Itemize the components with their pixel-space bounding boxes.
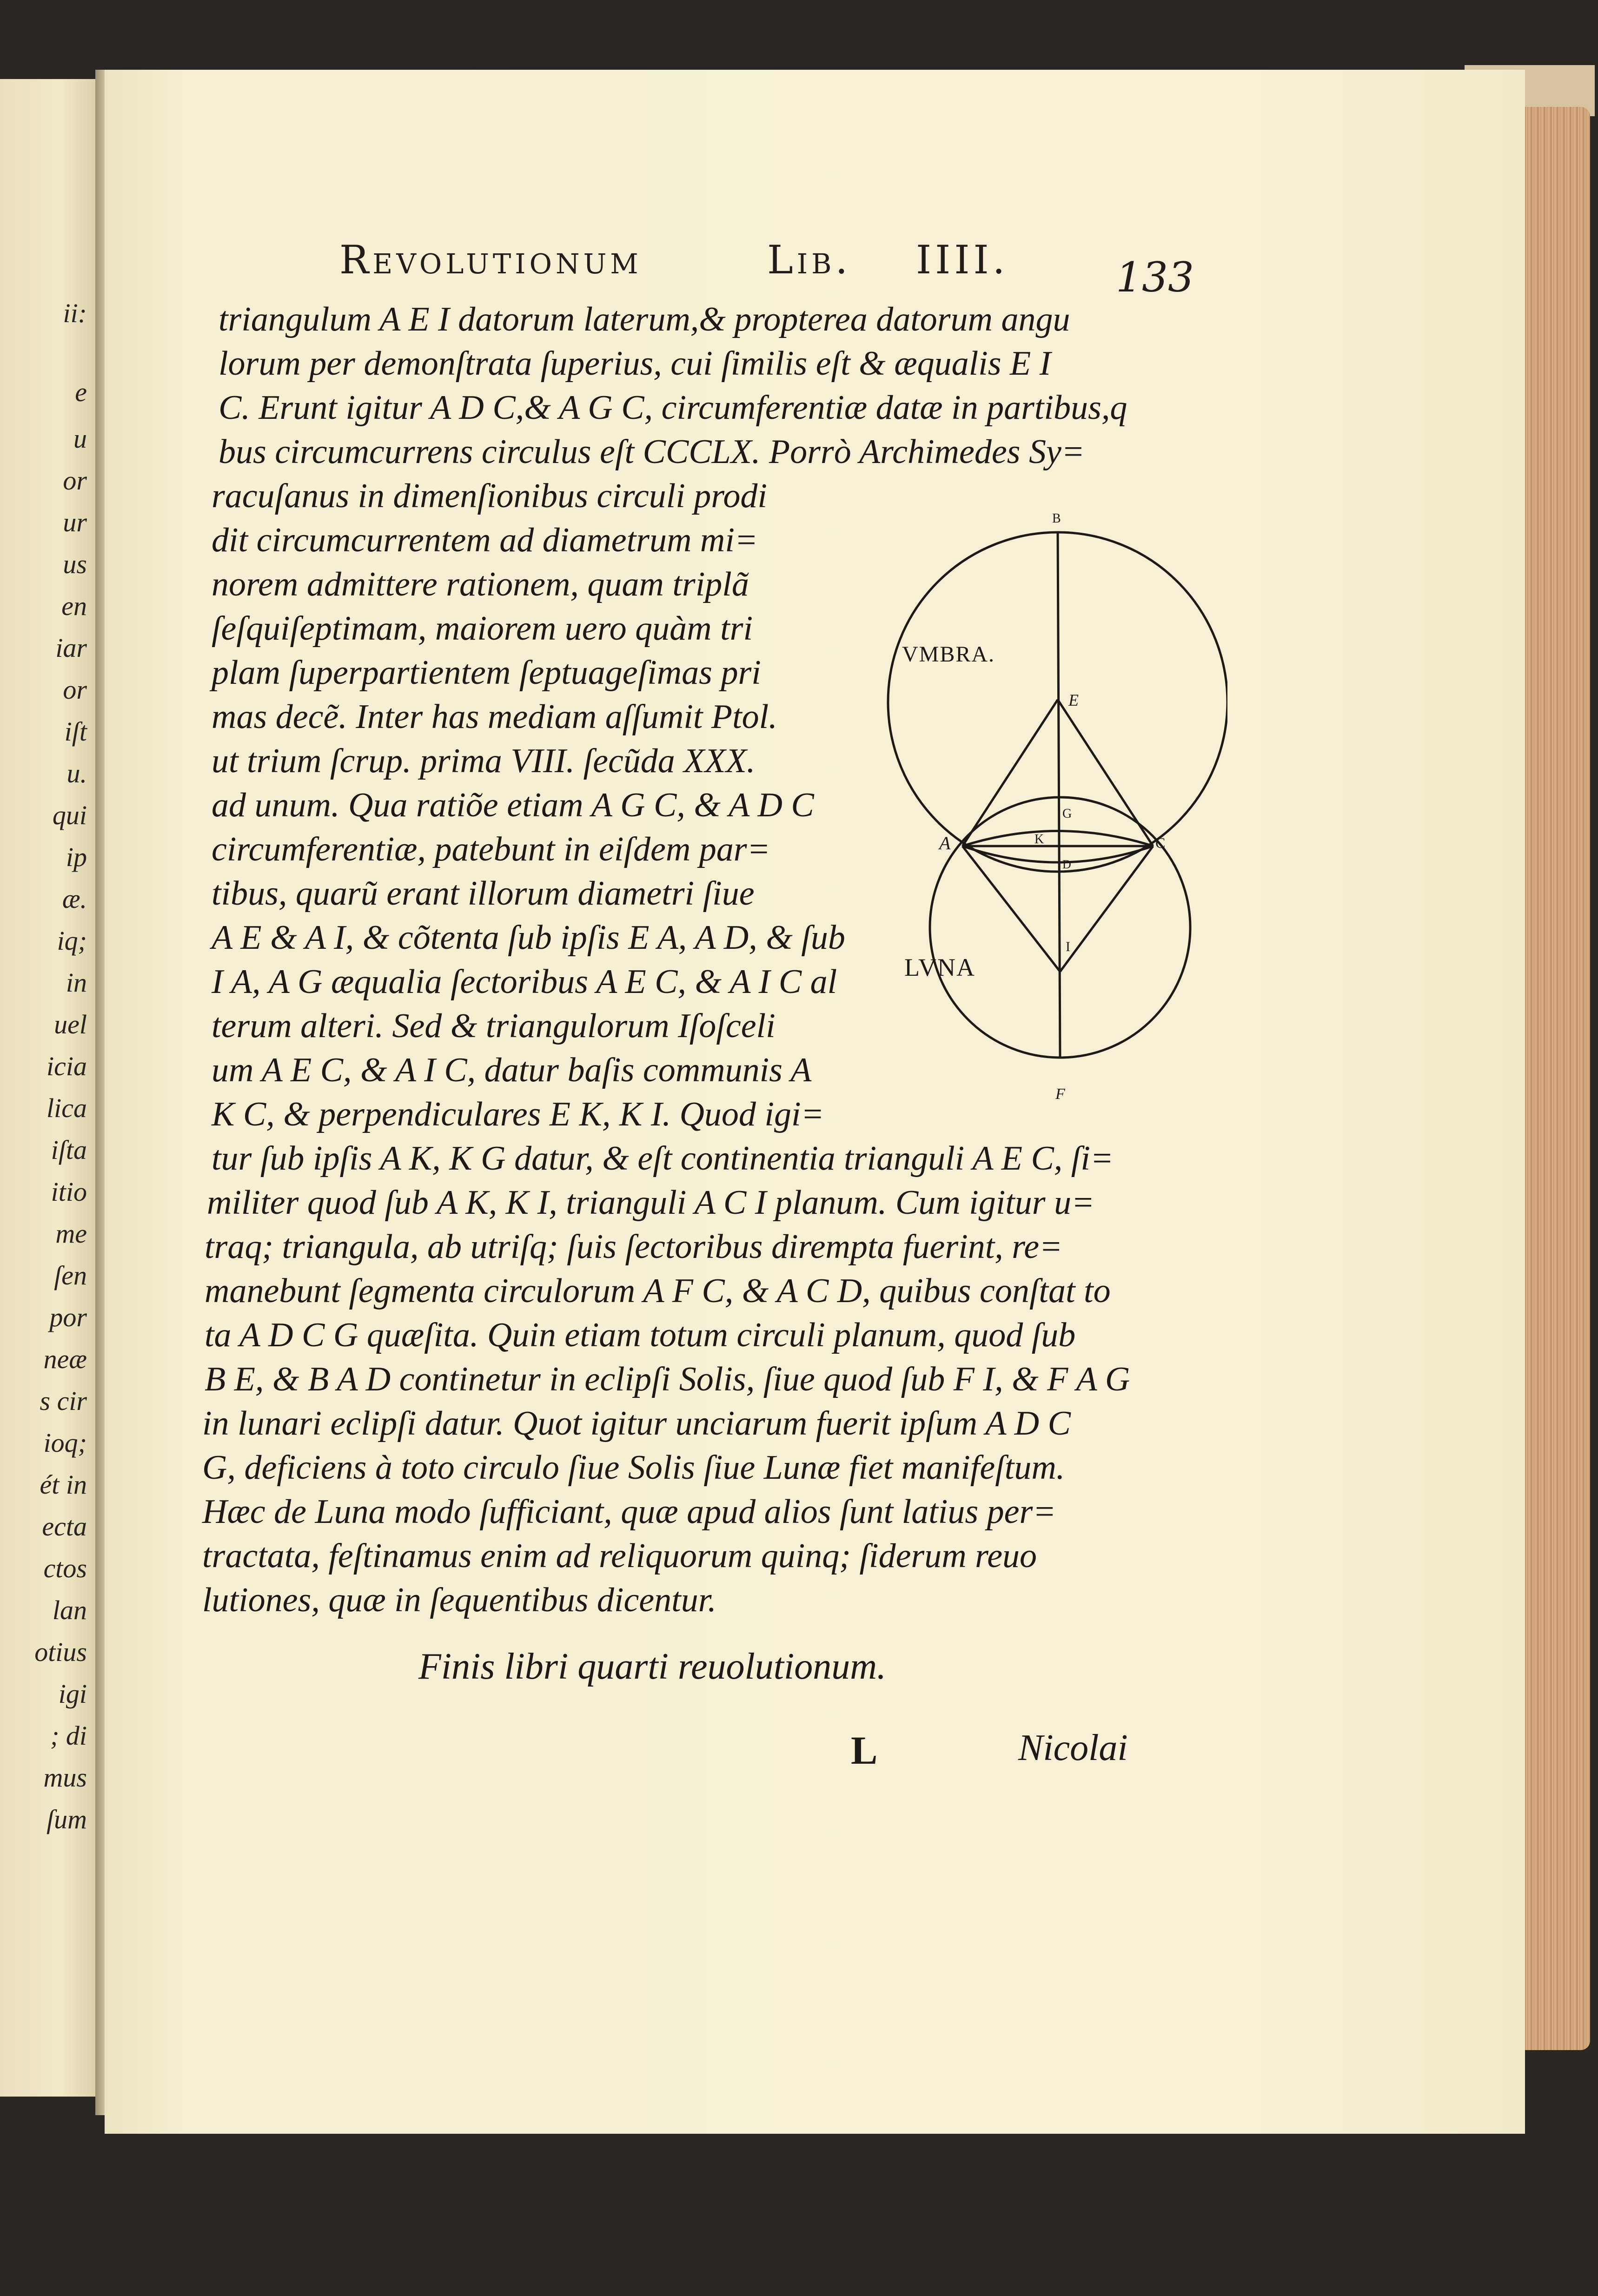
label-k: K: [1034, 832, 1044, 847]
text-line: lorum per demonſtrata ſuperius, cui ſimilis eſt & æqualis E I: [219, 344, 1051, 383]
text-line: Hæc de Luna modo ſufficiant, quæ apud alios ſunt latius per=: [202, 1493, 1056, 1531]
left-page-fragment: s cir: [40, 1386, 87, 1416]
label-c: C: [1155, 834, 1166, 851]
label-i: I: [1066, 939, 1070, 954]
arc-adc: [962, 846, 1153, 862]
left-page-fragment: otius: [34, 1637, 87, 1667]
left-page-fragment: ii:: [63, 298, 87, 328]
text-line: dit circumcurrentem ad diametrum mi=: [212, 521, 758, 559]
text-line: terum alteri. Sed & triangulorum Iſoſceli: [212, 1007, 776, 1045]
text-line: ta A D C G quæſita. Quin etiam totum circuli planum, quod ſub: [205, 1316, 1076, 1354]
label-e: E: [1068, 691, 1079, 709]
text-line: A E & A I, & cõtenta ſub ipſis E A, A D, & ſub: [212, 919, 845, 957]
left-page-fragment: e: [75, 377, 87, 407]
label-b: B: [1052, 511, 1061, 526]
left-page-fragment: ip: [66, 842, 87, 872]
text-line: racuſanus in dimenſionibus circuli prodi: [212, 477, 767, 515]
text-line: lutiones, quæ in ſequentibus dicentur.: [202, 1581, 716, 1619]
catchword: Nicolai: [1018, 1727, 1128, 1768]
text-line: tractata, feſtinamus enim ad reliquorum quinq; ſiderum reuo: [202, 1537, 1037, 1575]
text-line: ſeſquiſeptimam, maiorem uero quàm tri: [212, 609, 753, 648]
text-line: I A, A G æqualia ſectoribus A E C, & A I C al: [212, 963, 837, 1001]
left-page-fragment: neæ: [43, 1344, 87, 1374]
left-page-fragment: lan: [52, 1595, 87, 1625]
label-d: D: [1062, 858, 1071, 871]
text-line: circumferentiæ, patebunt in eiſdem par=: [212, 830, 770, 868]
left-page-fragment: ioq;: [43, 1428, 87, 1458]
left-page-fragment: us: [63, 549, 87, 579]
left-page-fragment: or: [63, 465, 87, 496]
left-page-fragment: ét in: [40, 1469, 87, 1500]
left-page-fragment: iq;: [57, 926, 87, 956]
text-line: C. Erunt igitur A D C,& A G C, circumferentiæ datæ in partibus,q: [219, 389, 1127, 427]
text-line: ad unum. Qua ratiõe etiam A G C, & A D C: [212, 786, 814, 824]
left-page-fragment: itio: [51, 1177, 87, 1207]
left-page-fragment: u.: [66, 758, 87, 788]
eclipse-diagram: [874, 507, 1227, 1120]
text-line: tur ſub ipſis A K, K G datur, & eſt continentia trianguli A E C, ſi=: [212, 1139, 1114, 1178]
diameter-line: [1058, 532, 1060, 1058]
left-page-fragment: igi: [58, 1679, 87, 1709]
left-page-fragment: por: [49, 1302, 87, 1332]
text-line: triangulum A E I datorum laterum,& propterea datorum angu: [219, 300, 1070, 338]
left-facing-page: [0, 79, 100, 2097]
label-g: G: [1062, 807, 1072, 821]
text-line: manebunt ſegmenta circulorum A F C, & A C D, quibus conſtat to: [205, 1272, 1111, 1310]
left-page-fragment: in: [66, 967, 87, 998]
text-line: B E, & B A D continetur in eclipſi Solis, ſiue quod ſub F I, & F A G: [205, 1360, 1130, 1398]
triangle-side-ae: [962, 700, 1058, 846]
text-line: bus circumcurrens circulus eſt CCCLX. Porrò Archimedes Sy=: [219, 433, 1085, 471]
left-page-fragment: ecta: [42, 1511, 87, 1542]
eclipse-diagram-svg: [874, 507, 1227, 1120]
left-page-fragment: me: [55, 1218, 87, 1249]
umbra-label: VMBRA.: [902, 642, 995, 667]
signature-mark: L: [851, 1728, 878, 1773]
left-page-fragment: iſt: [64, 716, 87, 747]
left-page-fragment: uel: [54, 1009, 87, 1039]
triangle-side-ce: [1058, 700, 1153, 846]
text-line: traq; triangula, ab utriſq; ſuis ſectoribus dirempta fuerint, re=: [205, 1228, 1063, 1266]
label-a: A: [939, 833, 951, 854]
left-page-fragment: en: [61, 591, 87, 621]
left-page-fragment: ctos: [43, 1553, 87, 1583]
left-page-fragment: or: [63, 675, 87, 705]
left-page-fragment: ; di: [50, 1720, 87, 1751]
text-line: ut trium ſcrup. prima VIII. ſecũda XXX.: [212, 742, 756, 780]
left-page-fragment: qui: [52, 800, 87, 830]
text-line: in lunari eclipſi datur. Quot igitur unciarum fuerit ipſum A D C: [202, 1404, 1071, 1442]
fore-edge: [1520, 107, 1590, 2050]
left-page-fragment: ur: [63, 507, 87, 537]
left-page-fragment: mus: [43, 1762, 87, 1793]
left-page-fragment: icia: [46, 1051, 87, 1081]
running-head-title: Revolutionum: [339, 237, 642, 283]
left-page-fragment: u: [73, 423, 87, 454]
label-f: F: [1055, 1085, 1065, 1103]
running-head-lib: Lib.: [767, 237, 852, 283]
running-head-book-number: IIII.: [916, 237, 1009, 283]
text-line: norem admittere rationem, quam triplã: [212, 565, 749, 603]
arc-agc: [962, 831, 1153, 847]
left-page-fragment: ſum: [46, 1804, 87, 1834]
left-page-fragment: iſta: [51, 1135, 87, 1165]
text-line: militer quod ſub A K, K I, trianguli A C I planum. Cum igitur u=: [207, 1184, 1095, 1222]
text-line: G, deficiens à toto circulo ſiue Solis ſiue Lunæ fiet manifeſtum.: [202, 1449, 1065, 1487]
text-line: mas decẽ. Inter has mediam aſſumit Ptol.: [212, 698, 777, 736]
explicit: Finis libri quarti reuolutionum.: [418, 1646, 886, 1687]
text-line: plam ſuperpartientem ſeptuageſimas pri: [212, 654, 761, 692]
text-line: tibus, quarũ erant illorum diametri ſiue: [212, 874, 755, 913]
luna-label: LVNA: [904, 953, 976, 981]
folio-number: 133: [1116, 253, 1194, 301]
left-page-fragment: lica: [46, 1093, 87, 1123]
left-page-fragment: æ.: [62, 884, 87, 914]
left-page-fragment: iar: [55, 633, 87, 663]
text-line: um A E C, & A I C, datur baſis communis A: [212, 1051, 812, 1089]
left-page-fragment: ſen: [54, 1260, 87, 1290]
text-line: K C, & perpendiculares E K, K I. Quod igi=: [212, 1095, 824, 1133]
